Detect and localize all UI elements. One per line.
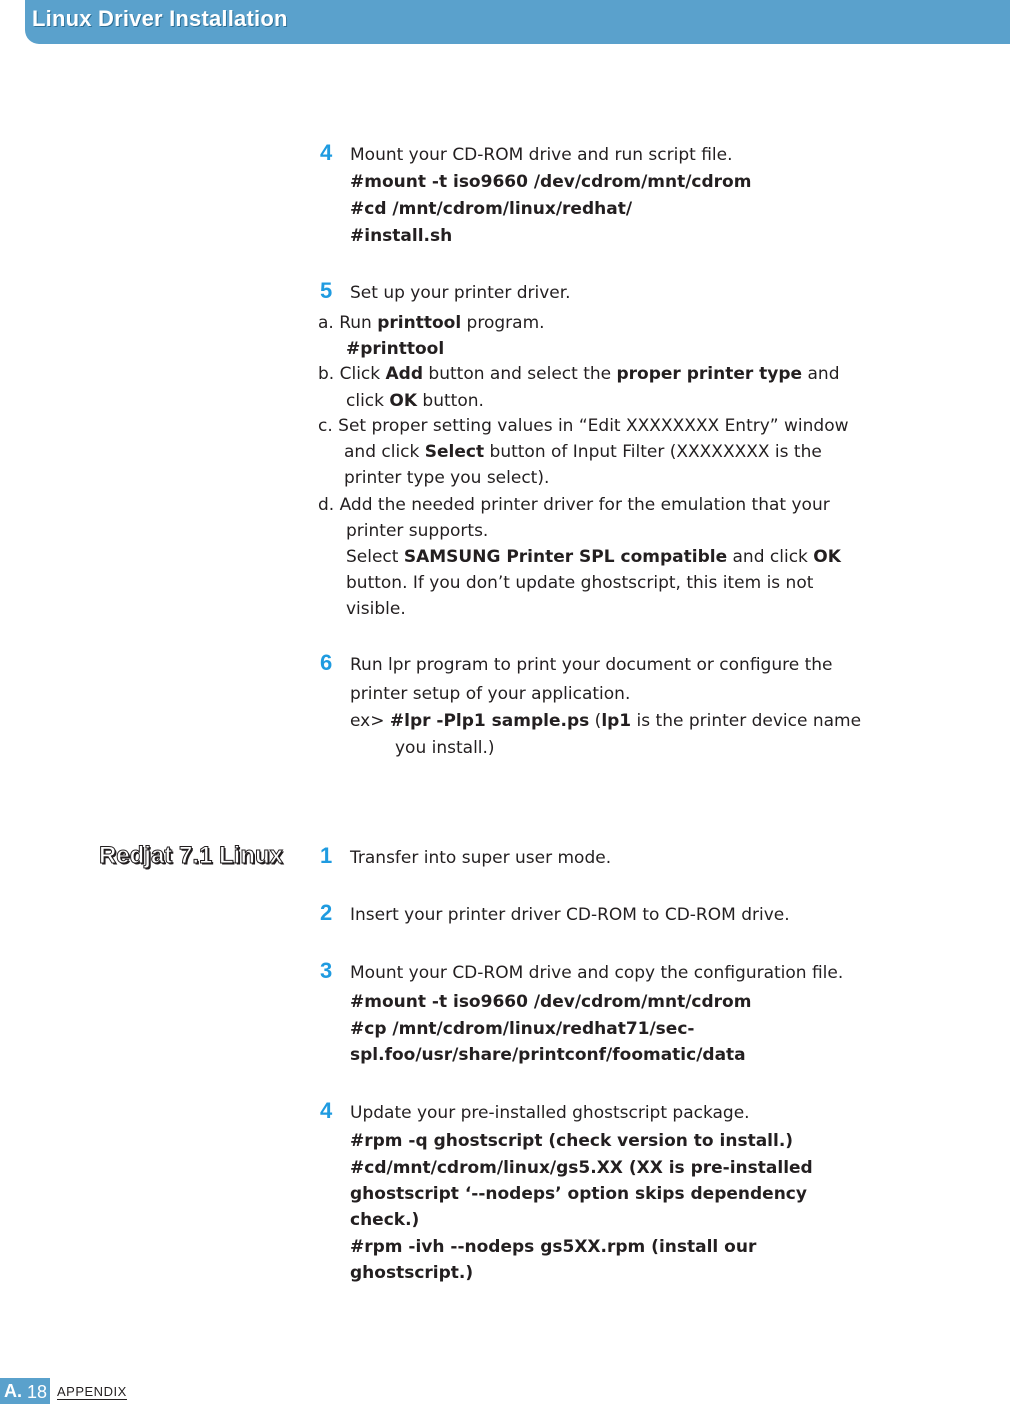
step-number: 4 [320,140,333,165]
command-line: ghostscript.) [350,1263,474,1283]
step-text: Mount your CD-ROM drive and copy the configuration file. [350,963,844,983]
page-number: 18 [27,1382,48,1402]
command-line: #mount -t iso9660 /dev/cdrom/mnt/cdrom [350,172,752,192]
substep-d-line2: printer supports. [346,521,489,541]
command-line: spl.foo/usr/share/printconf/foomatic/data [350,1045,746,1065]
substep-c-line3: printer type you select). [344,468,550,488]
page-prefix: A. [4,1381,22,1401]
step-text: Transfer into super user mode. [350,848,612,868]
step-text: Update your pre-installed ghostscript package. [350,1103,750,1123]
command-line: #cd /mnt/cdrom/linux/redhat/ [350,199,633,219]
substep-d-line5: visible. [346,599,406,619]
step-text: Set up your printer driver. [350,283,571,303]
command-line: #cd/mnt/cdrom/linux/gs5.XX (XX is pre-installed [350,1158,813,1178]
command-line: #cp /mnt/cdrom/linux/redhat71/sec- [350,1019,695,1039]
example-line2: you install.) [395,738,495,758]
step-number: 5 [320,278,333,303]
command-line: #rpm -q ghostscript (check version to install.) [350,1131,794,1151]
example-line: ex> #lpr -Plp1 sample.ps (lp1 is the printer device name [350,711,862,731]
command-line: #printtool [346,339,445,359]
substep-d: d. Add the needed printer driver for the emulation that your [318,495,830,515]
step-text: Mount your CD-ROM drive and run script file. [350,145,733,165]
command-line: check.) [350,1210,420,1230]
step-number: 3 [320,958,333,983]
step-number: 2 [320,900,333,925]
substep-b: b. Click Add button and select the proper printer type and [318,364,840,384]
command-line: #mount -t iso9660 /dev/cdrom/mnt/cdrom [350,992,752,1012]
substep-d-line3: Select SAMSUNG Printer SPL compatible and click OK [346,547,841,567]
step-number: 6 [320,650,333,675]
substep-d-line4: button. If you don’t update ghostscript, this item is not [346,573,814,593]
substep-b-line2: click OK button. [346,391,484,411]
step-text: Run lpr program to print your document or configure the [350,655,833,675]
substep-a: a. Run printtool program. [318,313,545,333]
step-text-line2: printer setup of your application. [350,684,631,704]
command-line: #install.sh [350,226,453,246]
step-number: 4 [320,1098,333,1123]
footer-section-label: APPENDIX [57,1384,127,1399]
section-heading: Redjat 7.1 Linux [98,842,283,869]
substep-c: c. Set proper setting values in “Edit XXXXXXXX Entry” window [318,416,849,436]
substep-c-line2: and click Select button of Input Filter (XXXXXXXX is the [344,442,822,462]
command-line: ghostscript ‘--nodeps’ option skips dependency [350,1184,807,1204]
step-number: 1 [320,843,333,868]
command-line: #rpm -ivh --nodeps gs5XX.rpm (install our [350,1237,757,1257]
step-text: Insert your printer driver CD-ROM to CD-ROM drive. [350,905,790,925]
page-title: Linux Driver Installation [32,6,288,31]
